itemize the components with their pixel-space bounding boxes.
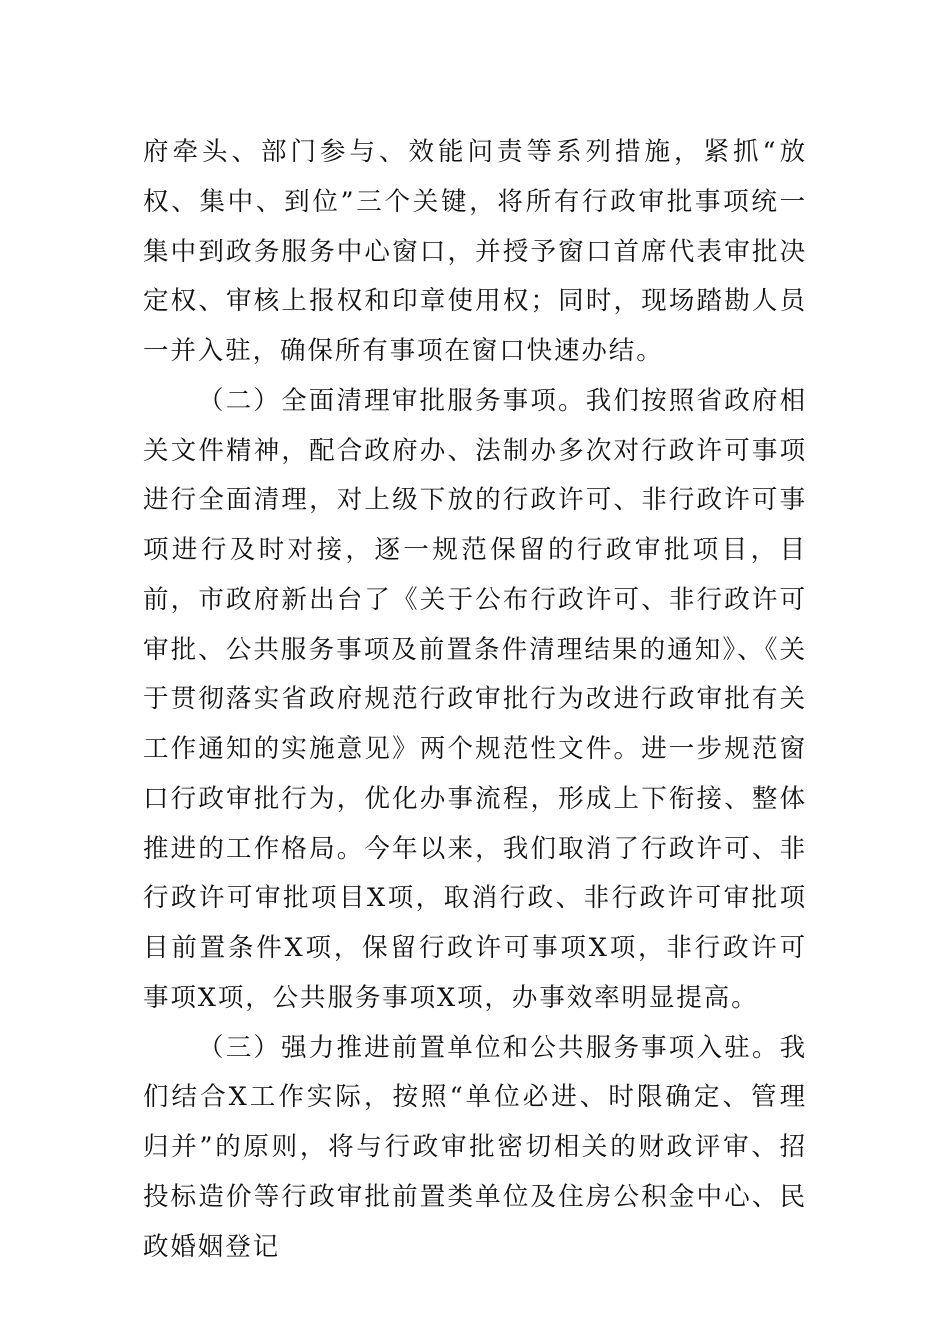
- document-page: [143, 128, 807, 1272]
- paragraph-section-2: （二）全面清理审批服务事项。我们按照省政府相关文件精神，配合政府办、法制办多次对行政许可事项进行全面清理，对上级下放的行政许可、非行政许可事项进行及时对接，逐一规范保留的行政审批项目，目前，市政府新出台了《关于公布行政许可、非行政许可审批、公共服务事项及前置条件清理结果的通知》、《关于贯彻落实省政府规范行政审批行为改进行政审批有关工作通知的实施意见》两个规范性文件。进一步规范窗口行政审批行为，优化办事流程，形成上下衔接、整体推进的工作格局。今年以来，我们取消了行政许可、非行政许可审批项目X项，取消行政、非行政许可审批项目前置条件X项，保留行政许可事项X项，非行政许可事项X项，公共服务事项X项，办事效率明显提高。: [143, 385, 807, 1013]
- paragraph-continuation: 府牵头、部门参与、效能问责等系列措施，紧抓“放权、集中、到位”三个关键，将所有行政审批事项统一集中到政务服务中心窗口，并授予窗口首席代表审批决定权、审核上报权和印章使用权；同时，现场踏勘人员一并入驻，确保所有事项在窗口快速办结。: [143, 137, 807, 366]
- paragraph-section-3: （三）强力推进前置单位和公共服务事项入驻。我们结合X工作实际，按照“单位必进、时限确定、管理归并”的原则，将与行政审批密切相关的财政评审、招投标造价等行政审批前置类单位及住房公积金中心、民政婚姻登记: [143, 1032, 807, 1262]
